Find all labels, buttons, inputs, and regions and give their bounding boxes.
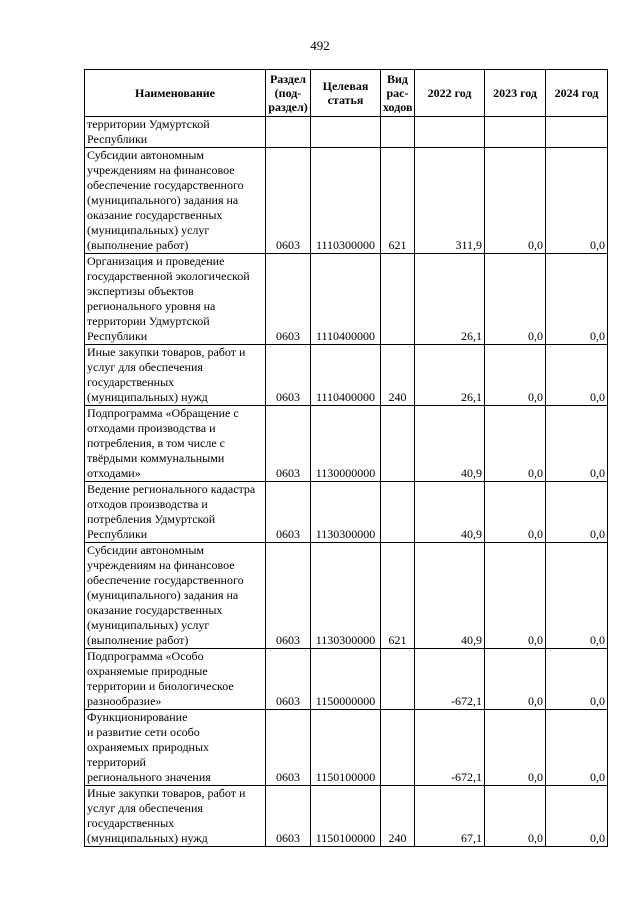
- row-value-2023: 0,0: [485, 254, 546, 345]
- row-target: 1130300000: [311, 482, 381, 543]
- row-name: [85, 649, 266, 710]
- row-value-2022: 26,1: [415, 254, 485, 345]
- row-type: [381, 254, 415, 345]
- row-value-2022: -672,1: [415, 710, 485, 786]
- row-name-text: Субсидии автономным учреждениям на финансовое обеспечение государственного (муниципального) задания на оказание государственных (муниципальных) услуг (выполнение работ): [87, 543, 244, 647]
- row-value-2023: 0,0: [485, 543, 546, 649]
- row-value-2024: 0,0: [546, 406, 608, 482]
- row-target: 1130000000: [311, 406, 381, 482]
- row-name-text: Функционирование и развитие сети особо охраняемых природных территорий регионального значения: [87, 710, 211, 784]
- row-name: [85, 406, 266, 482]
- header-name: Наименование: [85, 70, 266, 117]
- row-name-text: Подпрограмма «Особо охраняемые природные территории и биологическое разнообразие»: [87, 649, 234, 708]
- row-value-2023: 0,0: [485, 406, 546, 482]
- row-value-2022: -672,1: [415, 649, 485, 710]
- row-name: [85, 254, 266, 345]
- row-section: 0603: [266, 482, 311, 543]
- row-name: [85, 710, 266, 786]
- row-name: [85, 148, 266, 254]
- table-row: [85, 786, 608, 847]
- table-row: [85, 254, 608, 345]
- row-name-text: Субсидии автономным учреждениям на финансовое обеспечение государственного (муниципального) задания на оказание государственных (муниципальных) услуг (выполнение работ): [87, 148, 244, 252]
- row-name-text: территории Удмуртской Республики: [87, 117, 210, 146]
- row-value-2024: 0,0: [546, 254, 608, 345]
- row-name-text: Иные закупки товаров, работ и услуг для обеспечения государственных (муниципальных) нужд: [87, 345, 246, 404]
- row-value-2024: [546, 117, 608, 148]
- header-2022: 2022 год: [415, 70, 485, 117]
- row-target: 1110400000: [311, 254, 381, 345]
- row-value-2023: 0,0: [485, 786, 546, 847]
- row-value-2022: 40,9: [415, 406, 485, 482]
- row-name: [85, 482, 266, 543]
- row-target: 1110400000: [311, 345, 381, 406]
- row-value-2023: 0,0: [485, 345, 546, 406]
- row-target: 1110300000: [311, 148, 381, 254]
- header-2024: 2024 год: [546, 70, 608, 117]
- header-2023: 2023 год: [485, 70, 546, 117]
- row-section: 0603: [266, 345, 311, 406]
- row-target: 1150100000: [311, 786, 381, 847]
- row-value-2023: 0,0: [485, 649, 546, 710]
- row-section: 0603: [266, 543, 311, 649]
- row-value-2023: [485, 117, 546, 148]
- row-value-2022: 311,9: [415, 148, 485, 254]
- table-row: [85, 710, 608, 786]
- row-section: 0603: [266, 786, 311, 847]
- page-number: 492: [310, 38, 330, 53]
- table-row: [85, 543, 608, 649]
- row-name: [85, 786, 266, 847]
- row-target: 1130300000: [311, 543, 381, 649]
- row-name: [85, 117, 266, 148]
- row-type: 240: [381, 345, 415, 406]
- table-row: [85, 482, 608, 543]
- row-section: 0603: [266, 148, 311, 254]
- row-value-2024: 0,0: [546, 786, 608, 847]
- row-value-2022: 40,9: [415, 543, 485, 649]
- row-value-2022: 26,1: [415, 345, 485, 406]
- row-name-text: Подпрограмма «Обращение с отходами производства и потребления, в том числе с твёрдыми коммунальными отходами»: [87, 406, 239, 480]
- row-section: 0603: [266, 649, 311, 710]
- row-section: 0603: [266, 254, 311, 345]
- row-value-2022: 40,9: [415, 482, 485, 543]
- row-value-2023: 0,0: [485, 148, 546, 254]
- row-section: 0603: [266, 710, 311, 786]
- row-value-2024: 0,0: [546, 649, 608, 710]
- row-type: 621: [381, 148, 415, 254]
- row-name: [85, 543, 266, 649]
- row-target: 1150100000: [311, 710, 381, 786]
- row-name: [85, 345, 266, 406]
- row-target: [311, 117, 381, 148]
- row-type: [381, 649, 415, 710]
- header-target: Целевая статья: [311, 70, 381, 117]
- row-type: [381, 406, 415, 482]
- row-type: 240: [381, 786, 415, 847]
- row-name-text: Иные закупки товаров, работ и услуг для обеспечения государственных (муниципальных) нужд: [87, 786, 246, 845]
- row-type: [381, 117, 415, 148]
- row-type: [381, 482, 415, 543]
- table-header-row: [85, 70, 608, 117]
- table-row: [85, 649, 608, 710]
- row-value-2024: 0,0: [546, 345, 608, 406]
- table-row: [85, 117, 608, 148]
- table-row: [85, 345, 608, 406]
- row-name-text: Ведение регионального кадастра отходов производства и потребления Удмуртской Республики: [87, 482, 256, 541]
- row-value-2024: 0,0: [546, 482, 608, 543]
- row-name-text: Организация и проведение государственной экологической экспертизы объектов регионального уровня на территории Удмуртской Республики: [87, 254, 250, 343]
- row-value-2024: 0,0: [546, 148, 608, 254]
- header-type: Вид рас-ходов: [381, 70, 415, 117]
- row-type: [381, 710, 415, 786]
- row-value-2022: [415, 117, 485, 148]
- row-value-2024: 0,0: [546, 710, 608, 786]
- row-section: [266, 117, 311, 148]
- row-value-2023: 0,0: [485, 710, 546, 786]
- row-type: 621: [381, 543, 415, 649]
- row-value-2022: 67,1: [415, 786, 485, 847]
- table-row: [85, 406, 608, 482]
- row-section: 0603: [266, 406, 311, 482]
- header-section: Раздел (под-раздел): [266, 70, 311, 117]
- table-row: [85, 148, 608, 254]
- row-value-2023: 0,0: [485, 482, 546, 543]
- budget-table: [84, 69, 608, 847]
- row-target: 1150000000: [311, 649, 381, 710]
- row-value-2024: 0,0: [546, 543, 608, 649]
